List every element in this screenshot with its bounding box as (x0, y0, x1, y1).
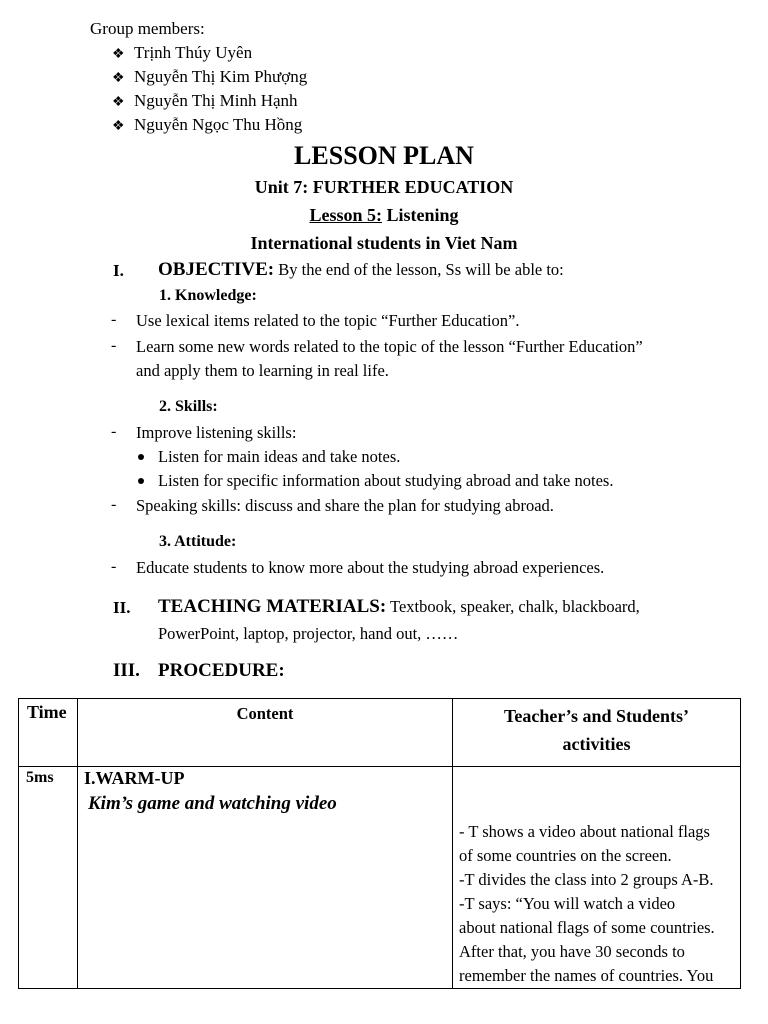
lesson-title (0, 205, 768, 226)
skills-sub-item: Listen for main ideas and take notes. (158, 447, 401, 466)
activity-line: of some countries on the screen. (459, 846, 672, 865)
header-activities-cell (453, 699, 741, 767)
dash-bullet-icon: - (111, 311, 117, 328)
dash-bullet-icon: - (111, 496, 117, 513)
section-2-line (158, 596, 640, 618)
diamond-bullet-icon: ❖ (112, 47, 125, 62)
section-2-text: Textbook, speaker, chalk, blackboard, (386, 597, 640, 616)
page-title: LESSON PLAN (294, 141, 474, 170)
warm-up-title: I.WARM-UP (84, 768, 185, 788)
group-members-heading: Group members: (90, 19, 205, 38)
knowledge-heading: 1. Knowledge: (159, 287, 257, 304)
header-content-cell (78, 699, 453, 767)
group-member-item (112, 43, 252, 63)
section-1-heading: OBJECTIVE: (158, 259, 275, 280)
section-1-line (158, 259, 564, 281)
dash-bullet-icon: - (111, 558, 117, 575)
row-activities-cell (453, 767, 741, 989)
lesson-label: Lesson 5: (309, 205, 382, 225)
group-member-item (112, 115, 302, 135)
diamond-bullet-icon: ❖ (112, 95, 125, 110)
row-time-cell (19, 767, 78, 989)
skills-heading: 2. Skills: (159, 398, 218, 415)
activity-line: -T says: “You will watch a video (459, 894, 676, 913)
attitude-item: Educate students to know more about the studying abroad experiences. (136, 558, 605, 577)
warm-up-subtitle: Kim’s game and watching video (88, 793, 337, 814)
skills-sub-item: Listen for specific information about studying abroad and take notes. (158, 471, 614, 490)
activity-line: -T divides the class into 2 groups A-B. (459, 870, 714, 889)
lesson-topic: International students in Viet Nam (250, 233, 518, 253)
activity-line: After that, you have 30 seconds to (459, 942, 685, 961)
unit-title: Unit 7: FURTHER EDUCATION (254, 177, 514, 197)
header-content: Content (236, 704, 294, 723)
row-content-cell (78, 767, 453, 989)
attitude-heading: 3. Attitude: (159, 533, 237, 550)
dash-bullet-icon: - (111, 423, 117, 440)
knowledge-item: Learn some new words related to the topic of the lesson “Further Education” (136, 337, 643, 356)
lesson-name: Listening (381, 205, 459, 225)
group-member-name: Nguyễn Ngọc Thu Hồng (134, 115, 303, 134)
procedure-table (18, 698, 741, 989)
group-member-item (112, 67, 307, 87)
row-time: 5ms (26, 769, 54, 786)
knowledge-item: Use lexical items related to the topic “Further Education”. (136, 311, 520, 330)
activity-line: remember the names of countries. You (459, 966, 714, 985)
header-time-cell (19, 699, 78, 767)
dot-bullet-icon (138, 478, 144, 484)
activity-line: - T shows a video about national flags (459, 822, 710, 841)
section-2-numeral: II. (113, 598, 131, 617)
header-activities-line2: activities (562, 734, 631, 754)
table-header-row (19, 699, 741, 767)
group-member-name: Nguyễn Thị Minh Hạnh (134, 91, 298, 110)
section-2-heading: TEACHING MATERIALS: (158, 596, 387, 617)
header-time: Time (27, 702, 67, 722)
diamond-bullet-icon: ❖ (112, 71, 125, 86)
knowledge-item-continued: and apply them to learning in real life. (136, 361, 389, 380)
section-3-heading: PROCEDURE: (158, 660, 285, 681)
skills-item: Improve listening skills: (136, 423, 297, 442)
diamond-bullet-icon: ❖ (112, 119, 125, 134)
dash-bullet-icon: - (111, 337, 117, 354)
group-member-item (112, 91, 298, 111)
section-1-numeral: I. (113, 261, 124, 280)
skills-item: Speaking skills: discuss and share the plan for studying abroad. (136, 496, 554, 515)
section-1-intro: By the end of the lesson, Ss will be able to: (274, 260, 564, 279)
group-member-name: Trịnh Thúy Uyên (134, 43, 253, 62)
section-3-numeral: III. (113, 660, 140, 681)
activity-line: about national flags of some countries. (459, 918, 715, 937)
group-member-name: Nguyễn Thị Kim Phượng (134, 67, 308, 86)
header-activities-line1: Teacher’s and Students’ (503, 706, 690, 726)
table-row (19, 767, 741, 989)
section-2-text-continued: PowerPoint, laptop, projector, hand out, …… (158, 624, 459, 643)
dot-bullet-icon (138, 454, 144, 460)
